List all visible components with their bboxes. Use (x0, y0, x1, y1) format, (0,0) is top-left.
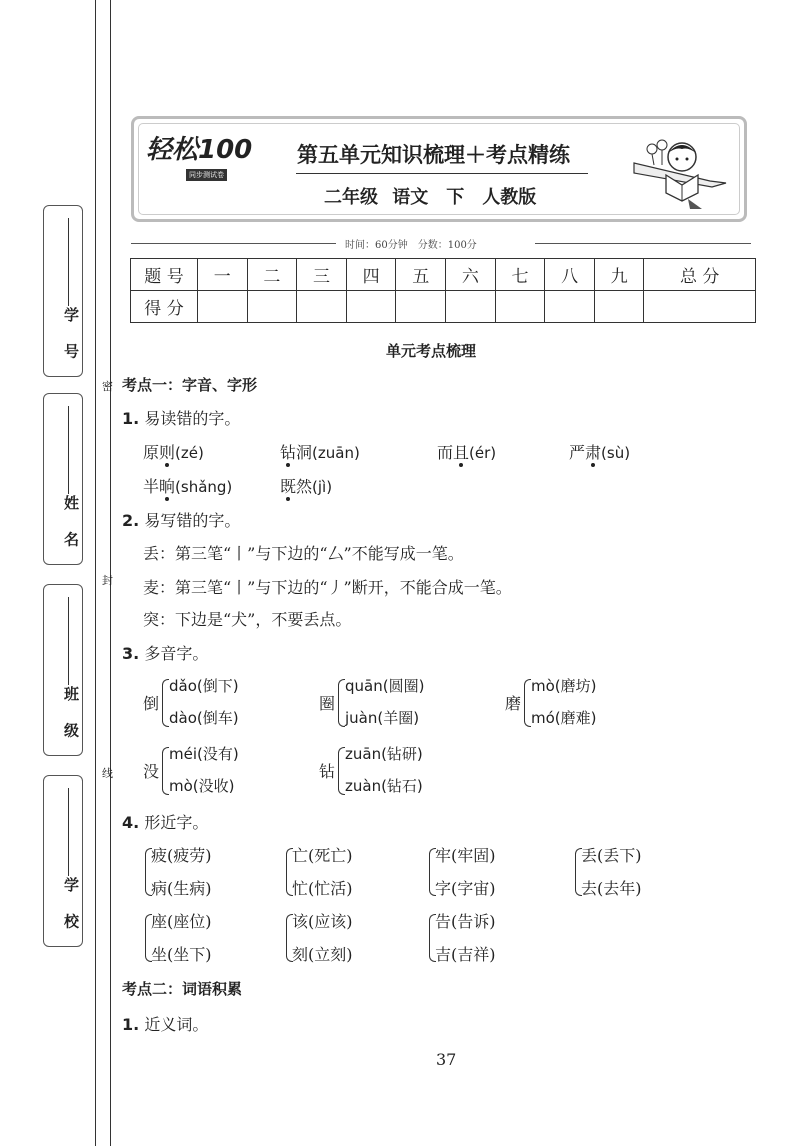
table-cell: 总 分 (644, 259, 756, 291)
polyphone-reading: juàn(羊圈) (345, 709, 420, 727)
word-item: 既然(jì) (280, 477, 333, 496)
worksheet-subtitle: 二年级 语文 下 人教版 (324, 187, 537, 208)
word-item: 而且(ér) (437, 443, 497, 462)
table-cell: 七 (495, 259, 545, 291)
polyphone-char: 没 (143, 762, 160, 781)
word-item: 原则(zé) (143, 443, 204, 462)
worksheet-title: 第五单元知识梳理＋考点精练 (297, 142, 570, 167)
kp2-q1: 1. 近义词。 (122, 1015, 209, 1034)
score-input-cell[interactable] (297, 291, 347, 323)
polyphone-reading: quān(圆圈) (345, 677, 425, 695)
score-input-cell[interactable] (545, 291, 595, 323)
binding-line-outer (95, 0, 96, 1146)
brace (338, 747, 345, 795)
score-input-cell[interactable] (594, 291, 644, 323)
similar-char: 去(去年) (581, 879, 642, 898)
polyphone-char: 磨 (505, 694, 522, 713)
word-item: 严肃(sù) (569, 443, 631, 462)
table-row (131, 259, 756, 291)
kp1-q1: 1. 易读错的字。 (122, 409, 241, 428)
similar-char: 告(告诉) (435, 912, 496, 931)
table-row (131, 291, 756, 323)
worksheet-header (131, 116, 747, 222)
seal-char-xian: 线 (102, 767, 113, 780)
score-input-cell[interactable] (396, 291, 446, 323)
brace (162, 679, 169, 727)
brand-logo: 轻松100 (146, 135, 253, 165)
time-score-info (131, 236, 751, 250)
similar-char: 病(生病) (151, 879, 212, 898)
seal-char-feng: 封 (102, 574, 113, 587)
class-label: 班 级 (62, 685, 80, 745)
similar-char: 字(字宙) (435, 879, 496, 898)
brace (162, 747, 169, 795)
similar-char: 坐(坐下) (151, 945, 212, 964)
polyphone-reading: mò(磨坊) (531, 677, 597, 695)
polyphone-reading: dǎo(倒下) (169, 677, 239, 695)
score-input-cell[interactable] (346, 291, 396, 323)
writing-tip: 丢：第三笔“丨”与下边的“厶”不能写成一笔。 (143, 544, 464, 563)
similar-char: 忙(忙活) (292, 879, 353, 898)
student-id-label: 学 号 (62, 306, 80, 366)
score-input-cell[interactable] (446, 291, 496, 323)
student-reading-illustration-icon (630, 135, 734, 211)
polyphone-reading: dào(倒车) (169, 709, 239, 727)
polyphone-reading: mó(磨难) (531, 709, 597, 727)
kp1-title: 考点一：字音、字形 (122, 376, 258, 394)
similar-char: 丢(丢下) (581, 846, 642, 865)
table-cell: 四 (346, 259, 396, 291)
kp1-q4: 4. 形近字。 (122, 813, 209, 832)
student-id-field[interactable] (43, 205, 83, 377)
table-cell: 六 (446, 259, 496, 291)
table-cell: 二 (247, 259, 297, 291)
page-number: 37 (436, 1050, 457, 1069)
class-field[interactable] (43, 584, 83, 756)
similar-char: 该(应该) (292, 912, 353, 931)
similar-char: 刻(立刻) (292, 945, 353, 964)
score-input-cell[interactable] (644, 291, 756, 323)
name-field[interactable] (43, 393, 83, 565)
polyphone-char: 圈 (319, 694, 336, 713)
score-table (130, 258, 756, 323)
table-cell: 三 (297, 259, 347, 291)
table-cell: 题 号 (131, 259, 198, 291)
similar-char: 座(座位) (151, 912, 212, 931)
similar-char: 亡(死亡) (292, 846, 353, 865)
similar-char: 吉(吉祥) (435, 945, 496, 964)
brand-subtitle: 同步测试卷 (186, 169, 227, 181)
similar-char: 疲(疲劳) (151, 846, 212, 865)
polyphone-reading: mò(没收) (169, 777, 235, 795)
polyphone-reading: zuàn(钻石) (345, 777, 423, 795)
name-label: 姓 名 (62, 494, 80, 554)
time-info-text: 时间：60分钟 分数：100分 (345, 240, 477, 251)
section-title: 单元考点梳理 (386, 342, 477, 360)
word-item: 半晌(shǎng) (143, 477, 233, 496)
school-label: 学 校 (62, 876, 80, 936)
score-input-cell[interactable] (198, 291, 248, 323)
writing-tip: 麦：第三笔“丨”与下边的“丿”断开，不能合成一笔。 (143, 578, 512, 597)
table-cell: 八 (545, 259, 595, 291)
polyphone-reading: méi(没有) (169, 745, 239, 763)
table-cell: 九 (594, 259, 644, 291)
score-input-cell[interactable] (247, 291, 297, 323)
brace (524, 679, 531, 727)
school-field[interactable] (43, 775, 83, 947)
polyphone-char: 倒 (143, 694, 160, 713)
writing-tip: 突：下边是“犬”，不要丢点。 (143, 610, 352, 629)
table-cell: 得 分 (131, 291, 198, 323)
brace (338, 679, 345, 727)
score-input-cell[interactable] (495, 291, 545, 323)
word-item: 钻洞(zuān) (280, 443, 360, 462)
seal-char-mi: 密 (102, 380, 113, 393)
kp1-q3: 3. 多音字。 (122, 644, 209, 663)
polyphone-char: 钻 (319, 762, 336, 781)
table-cell: 一 (198, 259, 248, 291)
kp2-title: 考点二：词语积累 (122, 980, 243, 998)
similar-char: 牢(牢固) (435, 846, 496, 865)
polyphone-reading: zuān(钻研) (345, 745, 423, 763)
table-cell: 五 (396, 259, 446, 291)
kp1-q2: 2. 易写错的字。 (122, 511, 241, 530)
